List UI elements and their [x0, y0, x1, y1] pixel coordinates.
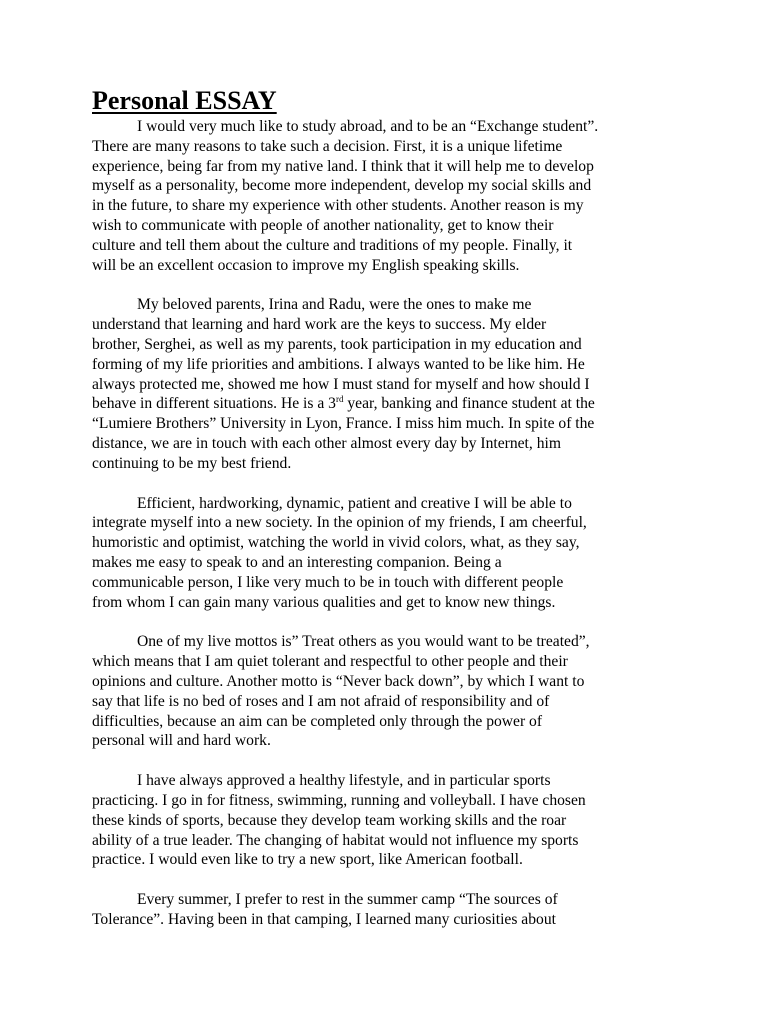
text-line: say that life is no bed of roses and I am not afraid of responsibility and of	[92, 692, 550, 710]
superscript: rd	[335, 394, 344, 405]
paragraph-3	[92, 494, 692, 613]
text-line: communicable person, I like very much to be in touch with different people	[92, 573, 564, 591]
text-segment: behave in different situations. He is a 3	[92, 395, 336, 413]
text-line: difficulties, because an aim can be completed only through the power of	[92, 712, 543, 730]
text-line: practicing. I go in for fitness, swimming, running and volleyball. I have chosen	[92, 791, 586, 809]
text-line: brother, Serghei, as well as my parents, took participation in my education and	[92, 335, 582, 353]
text-line: will be an excellent occasion to improve my English speaking skills.	[92, 256, 520, 274]
text-line: culture and tell them about the culture and traditions of my people. Finally, it	[92, 236, 573, 254]
text-line: makes me easy to speak to and an interesting companion. Being a	[92, 553, 502, 571]
text-line: I would very much like to study abroad, and to be an “Exchange student”.	[137, 118, 599, 135]
page-title: Personal ESSAY	[92, 86, 277, 115]
text-line: myself as a personality, become more independent, develop my social skills and	[92, 177, 592, 195]
text-line: distance, we are in touch with each other almost every day by Internet, him	[92, 434, 561, 452]
paragraph-6	[92, 890, 692, 930]
paragraph-4	[92, 632, 692, 751]
text-line-with-superscript	[92, 394, 692, 414]
text-line: Efficient, hardworking, dynamic, patient and creative I will be able to	[137, 494, 572, 512]
text-line: There are many reasons to take such a decision. First, it is a unique lifetime	[92, 137, 563, 155]
paragraph-1	[92, 117, 692, 275]
text-line: in the future, to share my experience with other students. Another reason is my	[92, 197, 584, 215]
essay-body	[92, 117, 692, 950]
text-line: understand that learning and hard work are the keys to success. My elder	[92, 316, 547, 334]
text-line: these kinds of sports, because they develop team working skills and the roar	[92, 811, 567, 829]
text-line: ability of a true leader. The changing of habitat would not influence my sports	[92, 831, 579, 849]
text-line: One of my live mottos is” Treat others as you would want to be treated”,	[137, 633, 590, 651]
text-line: Tolerance”. Having been in that camping, I learned many curiosities about	[92, 910, 556, 928]
text-line: My beloved parents, Irina and Radu, were the ones to make me	[137, 296, 532, 314]
text-line: I have always approved a healthy lifestyle, and in particular sports	[137, 772, 551, 790]
text-line: always protected me, showed me how I must stand for myself and how should I	[92, 375, 590, 393]
text-line: humoristic and optimist, watching the world in vivid colors, what, as they say,	[92, 534, 580, 552]
paragraph-2	[92, 295, 692, 473]
text-line: personal will and hard work.	[92, 732, 271, 750]
paragraph-5	[92, 771, 692, 870]
text-line: continuing to be my best friend.	[92, 454, 292, 472]
text-line: practice. I would even like to try a new sport, like American football.	[92, 851, 523, 869]
text-line: from whom I can gain many various qualities and get to know new things.	[92, 593, 556, 611]
text-line: Every summer, I prefer to rest in the summer camp “The sources of	[137, 891, 558, 909]
text-line: opinions and culture. Another motto is “Never back down”, by which I want to	[92, 672, 585, 690]
text-line: which means that I am quiet tolerant and respectful to other people and their	[92, 653, 568, 671]
text-line: experience, being far from my native land. I think that it will help me to develop	[92, 157, 594, 175]
text-line: forming of my life priorities and ambitions. I always wanted to be like him. He	[92, 355, 585, 373]
text-line: wish to communicate with people of another nationality, get to know their	[92, 216, 554, 234]
text-line: “Lumiere Brothers” University in Lyon, France. I miss him much. In spite of the	[92, 415, 595, 433]
text-segment: year, banking and finance student at the	[347, 395, 595, 413]
text-line: integrate myself into a new society. In the opinion of my friends, I am cheerful,	[92, 514, 587, 532]
